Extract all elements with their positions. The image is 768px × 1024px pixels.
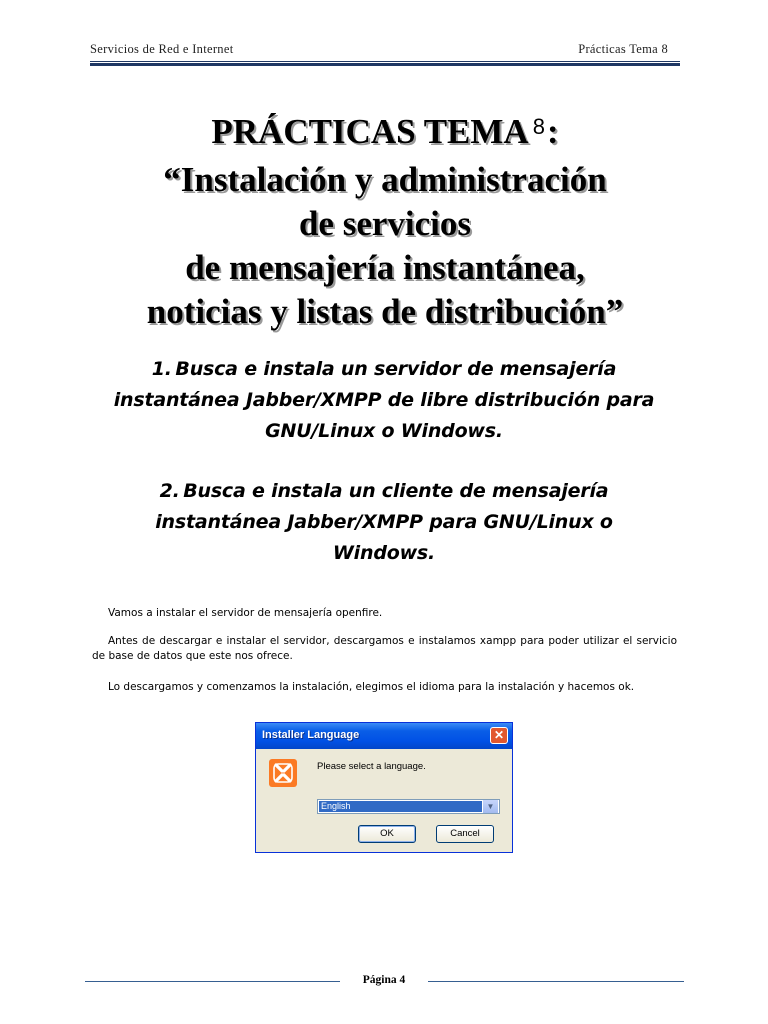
title-line-4: de mensajería instantánea, bbox=[185, 248, 585, 287]
ok-button[interactable]: OK bbox=[358, 825, 416, 843]
xampp-logo-icon bbox=[269, 759, 297, 787]
header-right-text: Prácticas Tema 8 bbox=[578, 42, 668, 56]
page-number: Página 4 bbox=[362, 974, 406, 986]
header-left-text: Servicios de Red e Internet bbox=[90, 42, 234, 56]
title-line-2: “Instalación y administración bbox=[163, 160, 607, 199]
task-1-line-3: GNU/Linux o Windows. bbox=[265, 420, 503, 442]
title-prefix: PRÁCTICAS TEMA bbox=[211, 112, 529, 151]
footer-rule-right bbox=[428, 981, 684, 982]
dialog-title: Installer Language bbox=[262, 729, 360, 741]
task-1-text-1: Busca e instala un servidor de mensajería bbox=[175, 358, 617, 380]
title-line-3: de servicios bbox=[298, 204, 472, 243]
task-1-line-2: instantánea Jabber/XMPP de libre distribución para bbox=[113, 389, 655, 411]
title-number: 8 bbox=[532, 114, 545, 139]
task-1-number: 1. bbox=[151, 358, 172, 380]
task-2 bbox=[84, 476, 684, 569]
dialog-title-bar[interactable] bbox=[256, 723, 512, 749]
document-title bbox=[60, 110, 710, 334]
language-select[interactable] bbox=[317, 799, 500, 814]
task-2-line-1 bbox=[84, 476, 684, 507]
task-2-text-1: Busca e instala un cliente de mensajería bbox=[183, 480, 609, 502]
task-1-line-1 bbox=[84, 354, 684, 385]
cancel-button[interactable]: Cancel bbox=[436, 825, 494, 843]
language-select-value: English bbox=[319, 801, 482, 812]
installer-language-dialog bbox=[255, 722, 513, 853]
dialog-message: Please select a language. bbox=[317, 761, 426, 772]
task-2-line-3: Windows. bbox=[332, 542, 436, 564]
chevron-down-icon[interactable]: ▼ bbox=[482, 800, 498, 813]
header-rule-thin bbox=[90, 61, 680, 62]
paragraph-1: Vamos a instalar el servidor de mensajería openfire. bbox=[108, 607, 383, 619]
paragraph-2: Antes de descargar e instalar el servidor, descargamos e instalamos xampp para poder utilizar el servicio de base de datos que este nos ofrece. bbox=[92, 635, 677, 662]
task-2-number: 2. bbox=[159, 480, 180, 502]
header-rule-thick bbox=[90, 63, 680, 66]
title-colon: : bbox=[546, 112, 559, 151]
task-2-line-2: instantánea Jabber/XMPP para GNU/Linux o bbox=[155, 511, 613, 533]
footer-rule-left bbox=[85, 981, 340, 982]
close-icon[interactable]: ✕ bbox=[490, 727, 508, 744]
paragraph-3: Lo descargamos y comenzamos la instalación, elegimos el idioma para la instalación y hacemos ok. bbox=[108, 681, 635, 693]
title-line-5: noticias y listas de distribución” bbox=[146, 292, 624, 331]
title-line-1 bbox=[60, 110, 710, 158]
page-header bbox=[90, 42, 680, 62]
xampp-logo-glyph bbox=[269, 759, 297, 787]
task-1 bbox=[84, 354, 684, 447]
